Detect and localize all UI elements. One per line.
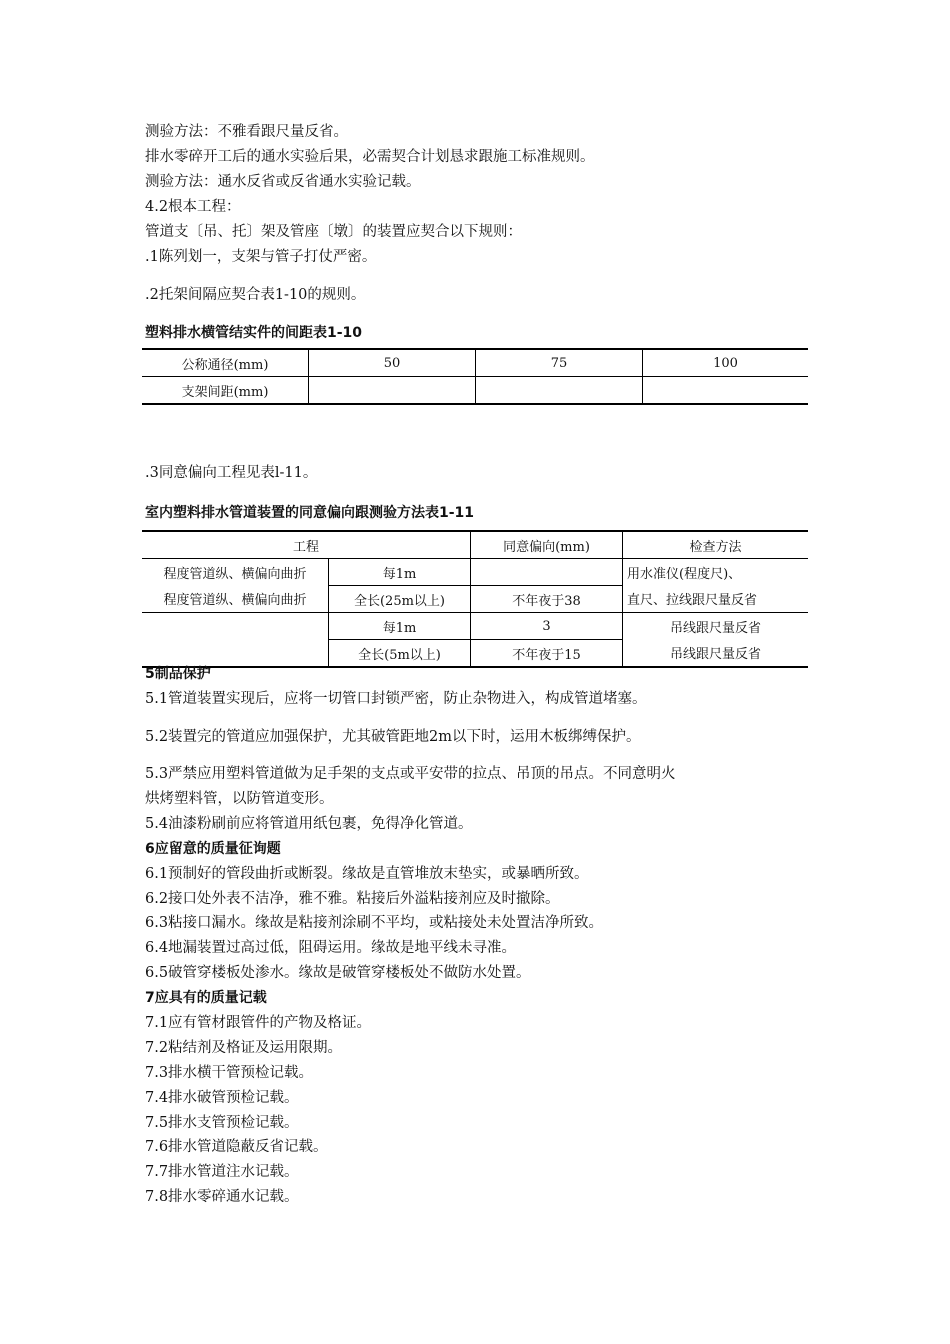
table-cell: 不年夜于38	[471, 586, 623, 613]
paragraph-line: 5.1管道装置实现后，应将一切管口封锁严密，防止杂物进入，构成管道堵塞。	[145, 691, 647, 707]
table-cell: 不年夜于15	[471, 640, 623, 668]
table-cell: 吊线跟尺量反省	[623, 640, 809, 668]
table-cell: 3	[471, 613, 623, 640]
paragraph-line: 测验方法：不雅看跟尺量反省。	[145, 124, 348, 140]
section-heading: 7应具有的质量记载	[145, 990, 267, 1006]
paragraph-line: .2托架间隔应契合表1-10的规则。	[145, 287, 366, 303]
paragraph-line: 5.4油漆粉刷前应将管道用纸包裹，免得净化管道。	[145, 816, 473, 832]
deviation-table	[142, 530, 808, 668]
paragraph-line: 7.8排水零碎通水记载。	[145, 1189, 299, 1205]
paragraph-line: 7.5排水支管预检记载。	[145, 1115, 299, 1131]
table-header-cell: 同意偏向(mm)	[471, 531, 623, 559]
table-cell	[476, 377, 643, 405]
table-cell: 公称通径(mm)	[142, 349, 309, 377]
section-heading: 6应留意的质量征询题	[145, 841, 281, 857]
table-cell: 50	[309, 349, 476, 377]
section-heading: 5制品保护	[145, 666, 211, 682]
table-cell: 直尺、拉线跟尺量反省	[623, 586, 809, 613]
table-cell: 全长(5m以上)	[329, 640, 471, 668]
table-header-cell: 工程	[142, 531, 471, 559]
paragraph-line: 排水零碎开工后的通水实验后果，必需契合计划恳求跟施工标准规则。	[145, 149, 595, 165]
table-cell	[142, 640, 329, 668]
paragraph-line: 7.3排水横干管预检记载。	[145, 1065, 314, 1081]
paragraph-line: 6.4地漏装置过高过低，阻碍运用。缘故是地平线未寻准。	[145, 940, 517, 956]
paragraph-line: 烘烤塑料管，以防管道变形。	[145, 791, 334, 807]
table-cell	[309, 377, 476, 405]
table-cell	[142, 613, 329, 640]
table-cell: 用水准仪(程度尺)、	[623, 559, 809, 586]
table-cell	[643, 377, 809, 405]
table1-title: 塑料排水横管结实件的间距表1-10	[145, 325, 363, 341]
table-cell	[471, 559, 623, 586]
table-row	[142, 377, 808, 405]
paragraph-line: 7.2粘结剂及格证及运用限期。	[145, 1040, 343, 1056]
paragraph-line: 7.6排水管道隐蔽反省记载。	[145, 1139, 328, 1155]
table-cell: 支架间距(mm)	[142, 377, 309, 405]
table-cell: 每1m	[329, 613, 471, 640]
table-cell: 程度管道纵、横偏向曲折	[163, 566, 307, 582]
table-row	[142, 640, 808, 668]
paragraph-line: 6.3粘接口漏水。缘故是粘接剂涂刷不平均，或粘接处未处置洁净所致。	[145, 915, 604, 931]
table-cell: 吊线跟尺量反省	[623, 613, 809, 640]
table-cell: 100	[643, 349, 809, 377]
spacing-table	[142, 348, 808, 405]
table-cell: 75	[476, 349, 643, 377]
table-cell: 程度管道纵、横偏向曲折	[142, 586, 329, 613]
paragraph-line: 7.7排水管道注水记载。	[145, 1164, 299, 1180]
paragraph-line: 6.2接口处外表不洁净，雅不雅。粘接后外溢粘接剂应及时撤除。	[145, 891, 560, 907]
table-row	[142, 613, 808, 640]
table-header-row	[142, 531, 808, 559]
table2-title: 室内塑料排水管道装置的同意偏向跟测验方法表1-11	[145, 505, 475, 521]
paragraph-line: .3同意偏向工程见表l-11。	[145, 465, 318, 481]
table-header-cell: 检查方法	[623, 531, 809, 559]
paragraph-line: 6.1预制好的管段曲折或断裂。缘故是直管堆放末垫实，或暴晒所致。	[145, 866, 589, 882]
paragraph-line: 测验方法：通水反省或反省通水实验记载。	[145, 174, 421, 190]
paragraph-line: 管道支〔吊、托〕架及管座〔墩〕的装置应契合以下规则：	[145, 224, 522, 240]
paragraph-line: 7.4排水破管预检记载。	[145, 1090, 299, 1106]
table-row	[142, 349, 808, 377]
table-cell: 每1m	[329, 559, 471, 586]
paragraph-line: 4.2根本工程：	[145, 199, 241, 215]
table-cell: 全长(25m以上)	[329, 586, 471, 613]
paragraph-line: 5.3严禁应用塑料管道做为足手架的支点或平安带的拉点、吊顶的吊点。不同意明火	[145, 766, 676, 782]
table-row	[142, 559, 808, 586]
paragraph-line: 7.1应有管材跟管件的产物及格证。	[145, 1015, 372, 1031]
paragraph-line: 5.2装置完的管道应加强保护，尤其破管距地2m以下时，运用木板绑缚保护。	[145, 729, 641, 745]
paragraph-line: .1陈列划一，支架与管子打仗严密。	[145, 249, 377, 265]
table-row	[142, 586, 808, 613]
paragraph-line: 6.5破管穿楼板处渗水。缘故是破管穿楼板处不做防水处置。	[145, 965, 531, 981]
